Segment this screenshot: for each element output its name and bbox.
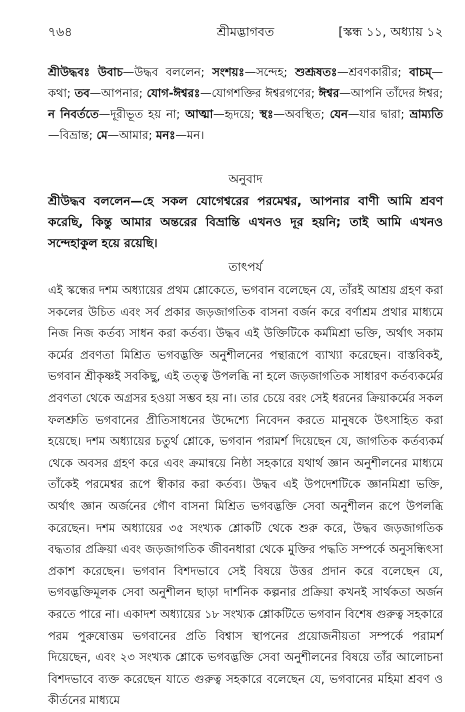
book-title: শ্রীমদ্ভাগবত xyxy=(216,24,275,39)
synonym-entry: ভ্রাম্যতি—বিভ্রান্ত; xyxy=(48,107,443,142)
synonym-entry: তব—আপনার; xyxy=(74,86,147,100)
synonym-meaning: বিভ্রান্ত xyxy=(59,128,89,142)
synonym-term: বাচম্ xyxy=(409,65,432,79)
synonym-meaning: দূরীভূত হয় না xyxy=(110,107,177,121)
synonym-term: আত্মা xyxy=(185,107,214,121)
synonym-entry: যোগ-ঈশ্বরঃ—যোগশক্তির ঈশ্বরগণের; xyxy=(146,86,319,100)
synonym-meaning: যার দ্বারা xyxy=(359,107,401,121)
synonym-entry: বাচম্—কথা; xyxy=(48,65,444,100)
synonym-meaning: যোগশক্তির ঈশ্বরগণের xyxy=(211,86,312,100)
translation-heading: অনুবাদ xyxy=(228,172,263,186)
synonym-entry: ন নিবর্ততে—দূরীভূত হয় না; xyxy=(48,107,186,121)
purport-text: এই স্কন্ধের দশম অধ্যায়ের প্রথম শ্লোকেতে, ভগবান বলেছেন যে, তাঁরই আশ্রয় গ্রহণ করা সকলের উচিত এবং সর্ব প্রকার জড়জাগতিক বাসনা বর্জন করে বর্ণাশ্রম প্রথার মাধ্যমে নিজ নিজ কর্তব্য সাধন করা কর্তব্য। উদ্ধব এই উক্তিটিকে কর্মমিশ্রা ভক্তি, অর্থাৎ সকাম কর্মের প্রবণতা মিশ্রিত ভগবদ্ভক্তি অনুশীলনের পন্থারূপে ব্যাখ্যা করেছেন। বাস্তবিকই, ভগবান শ্রীকৃষ্ণই সবকিছু, এই তত্ত্ব উপলব্ধি না হলে জড়জাগতিক সাধারণ কর্তব্যকর্মের প্রবণতা থেকে অগ্রসর হওয়া সম্ভব হয় না। তার চেয়ে বরং সেই ধরনের ক্রিয়াকর্মের সকল ফলশ্রুতি ভগবানের প্রীতিসাধনের উদ্দেশ্যে নিবেদন করতে মানুষকে উৎসাহিত করা হয়েছে। দশম অধ্যায়ের চতুর্থ শ্লোকে, ভগবান পরামর্শ দিয়েছেন যে, জাগতিক কর্তব্যকর্ম থেকে অবসর গ্রহণ করে এবং ক্রমান্বয়ে নিষ্ঠা সহকারে যথার্থ জ্ঞান অনুশীলনের মাধ্যমে তাঁকেই পরমেশ্বর রূপে স্বীকার করা কর্তব্য। উদ্ধব এই উপদেশটিকে জ্ঞানমিশ্রা ভক্তি, অর্থাৎ জ্ঞান অর্জনের গৌণ বাসনা মিশ্রিত ভগবদ্ভক্তি সেবা অনুশীলন রূপে উপলব্ধি করেছেন। দশম অধ্যায়ের ৩৫ সংখ্যক শ্লোকটি থেকে শুরু করে, উদ্ধব জড়জাগতিক বদ্ধতার প্রক্রিয়া এবং জড়জাগতিক জীবনধারা থেকে মুক্তির পদ্ধতি সম্পর্কে অনুসন্ধিৎসা প্রকাশ করেছেন। ভগবান বিশদভাবে সেই বিষয়ে উত্তর প্রদান করে বলেছেন যে, ভগবদ্ভক্তিমূলক সেবা অনুশীলন ছাড়া দার্শনিক কল্পনার প্রক্রিয়া কখনই সার্থকতা অর্জন করতে পারে না। একাদশ অধ্যায়ের ১৮ সংখ্যক শ্লোকটিতে ভগবান বিশেষ গুরুত্ব সহকারে পরম পুরুষোত্তম ভগবানের প্রতি বিশ্বাস স্থাপনের প্রয়োজনীয়তা সম্পর্কে পরামর্শ দিয়েছেন, এবং ২৩ সংখ্যক শ্লোকে ভগবদ্ভক্তি সেবা অনুশীলনের বিষয়ে তাঁর আলোচনা বিশদভাবে ব্যক্ত করেছেন যাতে গুরুত্ব সহকারে বলেছেন যে, ভগবানের মহিমা শ্রবণ ও কীর্তনের মাধ্যমে xyxy=(48,283,443,708)
synonym-term: স্থঃ xyxy=(259,107,274,121)
synonym-meaning: কথা xyxy=(48,86,67,100)
purport-heading: তাৎপর্য xyxy=(228,260,263,274)
synonym-entry: সংশয়ঃ—সন্দেহ; xyxy=(212,65,296,79)
page-number: ৭৬৪ xyxy=(48,24,73,39)
page-header xyxy=(48,24,443,44)
synonym-entry: মনঃ—মন। xyxy=(156,128,205,142)
synonym-term: তব xyxy=(74,86,90,100)
synonym-term: শুশ্রূষতঃ xyxy=(295,65,338,79)
synonym-entry: স্থঃ—অবস্থিত; xyxy=(259,107,330,121)
synonym-meaning: উদ্ধব বললেন xyxy=(134,65,201,79)
synonym-meaning: শ্রবণকারীর xyxy=(348,65,398,79)
synonym-meaning: আমার xyxy=(119,128,149,142)
synonyms-paragraph xyxy=(48,62,443,146)
synonym-term: শ্রীউদ্ধবঃ উবাচ xyxy=(48,65,123,79)
synonym-term: ভ্রাম্যতি xyxy=(409,107,443,121)
synonym-meaning: সন্দেহ xyxy=(256,65,284,79)
synonym-term: যোগ-ঈশ্বরঃ xyxy=(146,86,201,100)
synonym-term: সংশয়ঃ xyxy=(212,65,245,79)
synonym-term: ঈশ্বর xyxy=(318,86,340,100)
synonym-entry: মে—আমার; xyxy=(96,128,156,142)
synonym-entry: ঈশ্বর—আপনি তাঁদের ঈশ্বর; xyxy=(318,86,444,100)
synonym-meaning: আপনি তাঁদের ঈশ্বর xyxy=(350,86,440,100)
synonym-meaning: অবস্থিত xyxy=(284,107,321,121)
synonym-term: ন নিবর্ততে xyxy=(48,107,99,121)
synonym-meaning: আপনার xyxy=(101,86,139,100)
synonym-meaning: হৃদয়ে xyxy=(224,107,251,121)
synonym-term: যেন xyxy=(329,107,348,121)
chapter-reference: [স্কন্ধ ১১, অধ্যায় ১২ xyxy=(338,24,443,39)
synonym-entry: শ্রীউদ্ধবঃ উবাচ—উদ্ধব বললেন; xyxy=(48,65,213,79)
synonym-term: মনঃ xyxy=(156,128,176,142)
translation-text: শ্রীউদ্ধব বললেন—হে সকল যোগেশ্বরের পরমেশ্বর, আপনার বাণী আমি শ্রবণ করেছি, কিন্তু আমার অন্তরের বিভ্রান্তি এখনও দূর হয়নি; তাই আমি এখনও সন্দেহাকুল হয়ে রয়েছি। xyxy=(48,194,443,250)
synonym-entry: যেন—যার দ্বারা; xyxy=(329,107,410,121)
synonym-entry: আত্মা—হৃদয়ে; xyxy=(185,107,260,121)
synonym-term: মে xyxy=(96,128,108,142)
synonym-meaning: মন xyxy=(186,128,201,142)
synonym-entry: শুশ্রূষতঃ—শ্রবণকারীর; xyxy=(295,65,410,79)
